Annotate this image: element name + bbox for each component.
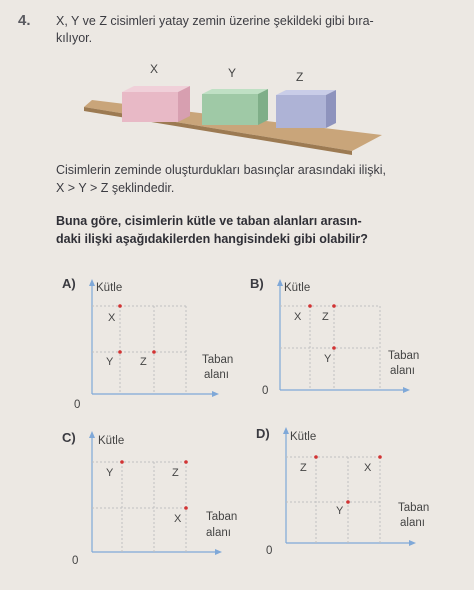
option-c-graph <box>70 430 250 580</box>
x-arrow-icon <box>409 540 416 546</box>
option-c-xlabel2: alanı <box>206 527 231 539</box>
point-x <box>378 455 382 459</box>
option-b-graph <box>258 276 438 411</box>
point-label-y: Y <box>106 467 114 479</box>
point-z <box>332 304 336 308</box>
question-intro-line1: X, Y ve Z cisimleri yatay zemin üzerine şekildeki gibi bıra- <box>56 14 374 28</box>
point-z <box>314 455 318 459</box>
x-arrow-icon <box>212 391 219 397</box>
prompt-line2: daki ilişki aşağıdakilerden hangisindeki gibi olabilir? <box>56 232 368 246</box>
option-a-xlabel2: alanı <box>204 369 229 381</box>
question-intro-line2: kılıyor. <box>56 31 93 45</box>
option-b-xlabel1: Taban <box>388 350 420 362</box>
option-b-ylabel: Kütle <box>284 282 311 294</box>
option-c-xlabel1: Taban <box>206 511 238 523</box>
y-arrow-icon <box>89 431 95 438</box>
option-c-origin: 0 <box>72 555 79 567</box>
y-arrow-icon <box>277 279 283 286</box>
option-b-origin: 0 <box>262 385 269 397</box>
option-a-ylabel: Kütle <box>96 282 123 294</box>
point-label-y: Y <box>336 505 344 517</box>
x-arrow-icon <box>215 549 222 555</box>
y-arrow-icon <box>283 427 289 434</box>
point-label-x: X <box>294 311 302 323</box>
option-c-letter[interactable]: C) <box>62 430 76 445</box>
point-label-y: Y <box>324 353 332 365</box>
option-b-xlabel2: alanı <box>390 365 415 377</box>
point-label-x: X <box>174 513 182 525</box>
point-x <box>118 304 122 308</box>
point-y <box>118 350 122 354</box>
x-arrow-icon <box>403 387 410 393</box>
question-number: 4. <box>18 12 31 29</box>
option-d-ylabel: Kütle <box>290 431 317 443</box>
blocks-figure <box>0 55 474 155</box>
y-arrow-icon <box>89 279 95 286</box>
prompt-line1: Buna göre, cisimlerin kütle ve taban alanları arasın- <box>56 214 362 228</box>
point-label-z: Z <box>172 467 179 479</box>
point-label-z: Z <box>140 356 147 368</box>
option-d-xlabel2: alanı <box>400 517 425 529</box>
option-a-letter[interactable]: A) <box>62 276 76 291</box>
point-label-y: Y <box>106 356 114 368</box>
point-label-x: X <box>108 312 116 324</box>
point-y <box>346 500 350 504</box>
statement-line1: Cisimlerin zeminde oluşturdukları basınçlar arasındaki ilişki, <box>56 163 386 177</box>
option-a-origin: 0 <box>74 399 81 411</box>
option-d-graph <box>264 426 444 566</box>
point-z <box>152 350 156 354</box>
point-x <box>308 304 312 308</box>
point-x <box>184 506 188 510</box>
option-c-ylabel: Kütle <box>98 435 125 447</box>
figure-label-x: X <box>150 62 159 76</box>
point-label-z: Z <box>322 311 329 323</box>
block-z <box>276 90 336 128</box>
block-x <box>122 86 190 122</box>
option-d-letter[interactable]: D) <box>256 426 270 441</box>
block-y <box>202 89 268 125</box>
option-a-xlabel1: Taban <box>202 354 234 366</box>
point-z <box>184 460 188 464</box>
option-d-origin: 0 <box>266 545 273 557</box>
option-d-xlabel1: Taban <box>398 502 430 514</box>
option-a-graph <box>70 276 250 411</box>
point-y <box>332 346 336 350</box>
figure-label-z: Z <box>296 70 304 84</box>
point-label-z: Z <box>300 462 307 474</box>
point-label-x: X <box>364 462 372 474</box>
statement-line2: X > Y > Z şeklindedir. <box>56 181 175 195</box>
point-y <box>120 460 124 464</box>
option-b-letter[interactable]: B) <box>250 276 264 291</box>
figure-label-y: Y <box>228 66 237 80</box>
